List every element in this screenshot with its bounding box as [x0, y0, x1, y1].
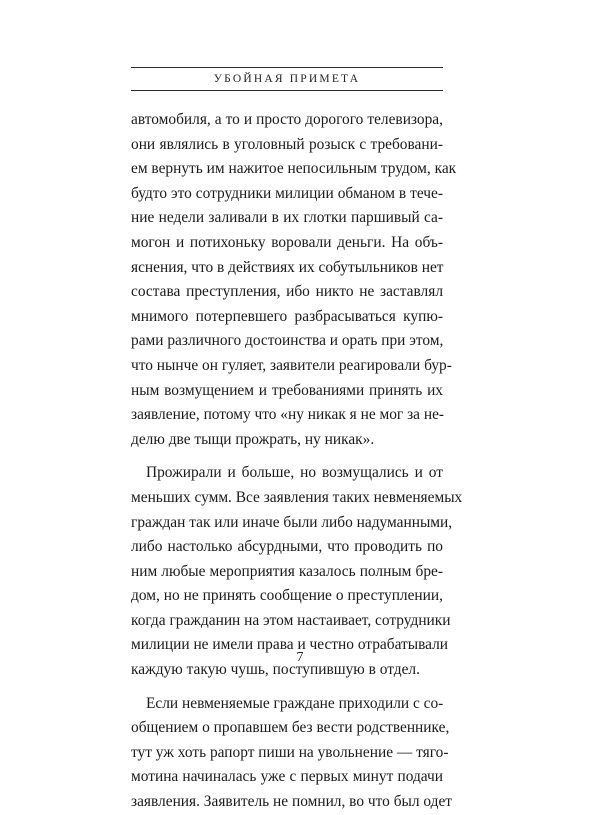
text-line: когда гражданин на этом настаивает, сотрудники: [131, 611, 451, 629]
text-line: могон и потихоньку воровали деньги. На объ-: [131, 233, 443, 251]
text-line: каждую такую чушь, поступившую в отдел.: [131, 661, 420, 679]
text-line: дом, но не принять сообщение о преступлении,: [131, 587, 443, 605]
running-header: [131, 67, 443, 91]
header-rule-bottom: [131, 90, 443, 91]
text-line: мотина начиналась уже с первых минут подачи: [131, 768, 443, 786]
text-line: состава преступления, ибо никто не заставлял: [131, 283, 443, 301]
text-line: граждан так или иначе были либо надуманными,: [131, 513, 453, 531]
text-line: заявление, потому что «ну никак я не мог за не-: [131, 406, 445, 424]
text-line: заявления. Заявитель не помнил, во что был одет: [131, 793, 453, 811]
text-line: ние недели заливали в их глотки паршивый са-: [131, 209, 443, 227]
text-line: Если невменяемые граждане приходили с со-: [146, 694, 444, 712]
text-line: ем вернуть им нажитое непосильным трудом, как: [131, 160, 457, 178]
header-rule-top: [131, 67, 443, 68]
text-line: делю две тыщи прожрать, ну никак».: [131, 430, 375, 448]
page-number: 7: [296, 650, 304, 665]
text-line: мнимого потерпевшего разбрасываться купю-: [131, 307, 443, 325]
text-line: будто это сотрудники милиции обманом в тече-: [131, 184, 443, 202]
text-line: что нынче он гуляет, заявители реагировали бур-: [131, 356, 452, 374]
paragraph: [131, 108, 457, 452]
text-line: автомобиля, а то и просто дорогого телевизора,: [131, 111, 443, 128]
paragraph-gap: [131, 683, 443, 692]
text-line: меньших сумм. Все заявления таких невменяемых: [131, 488, 463, 506]
text-line: Прожирали и больше, но возмущались и от: [146, 464, 443, 482]
body-text: [131, 108, 463, 815]
paragraph: [131, 692, 453, 815]
text-line: либо настолько абсурдными, что проводить по: [131, 538, 443, 556]
text-line: общением о пропавшем без вести родственнике,: [131, 719, 450, 737]
running-title: УБОЙНАЯ ПРИМЕТА: [213, 73, 361, 85]
text-line: они являлись в уголовный розыск с требовани-: [131, 135, 443, 153]
paragraph-gap: [131, 452, 443, 461]
text-line: ним любые мероприятия казалось полным бре-: [131, 562, 443, 580]
text-line: милиции не имели права и честно отрабатывали: [131, 636, 449, 654]
text-line: ным возмущением и требованиями принять их: [131, 381, 443, 399]
text-line: рами различного достоинства и орать при этом,: [131, 332, 444, 350]
text-line: тут уж хоть рапорт пиши на увольнение — тяго-: [131, 743, 449, 761]
text-line: яснения, что в действиях их собутыльников нет: [131, 258, 444, 276]
